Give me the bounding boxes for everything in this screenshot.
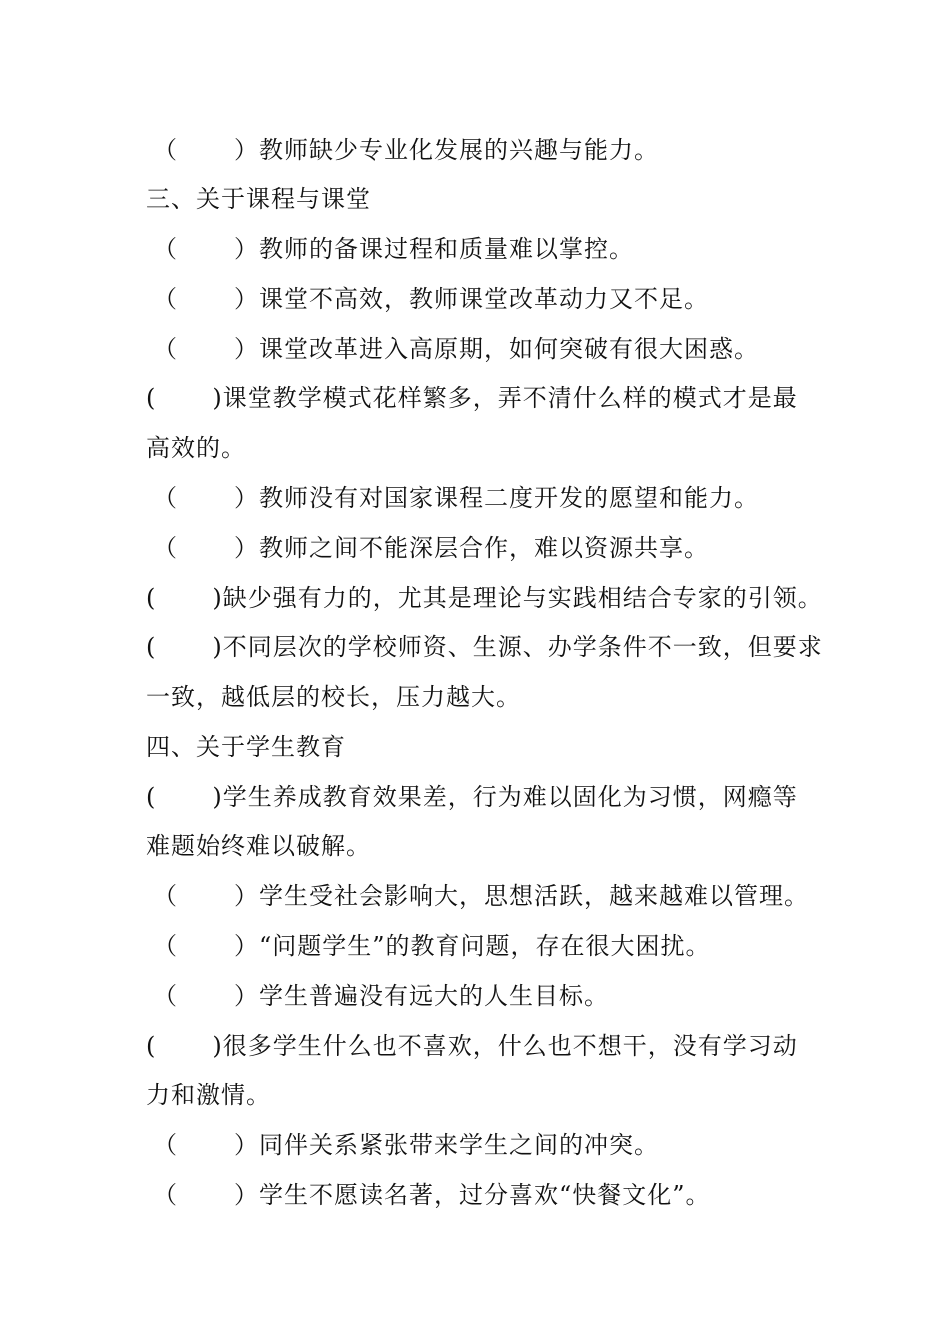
survey-item [153, 483, 833, 513]
survey-item [146, 1031, 826, 1061]
answer-blank-open: （ [153, 932, 178, 960]
item-text: 教师之间不能深层合作，难以资源共享。 [259, 534, 709, 562]
answer-blank-close: ) [212, 1032, 223, 1060]
answer-blank-close: ） [234, 285, 259, 313]
answer-blank-open: （ [153, 136, 178, 164]
answer-blank-close: ） [234, 534, 259, 562]
survey-item [153, 334, 833, 364]
answer-blank-open: （ [153, 982, 178, 1010]
answer-blank-close: ） [234, 235, 259, 263]
answer-blank-open: （ [153, 285, 178, 313]
item-text: 课堂教学模式花样繁多，弄不清什么样的模式才是最 [222, 384, 798, 412]
item-text: 不同层次的学校师资、生源、办学条件不一致，但要求 [222, 633, 823, 661]
survey-item [153, 881, 833, 911]
item-text: 课堂不高效，教师课堂改革动力又不足。 [259, 285, 709, 313]
survey-item [153, 1130, 833, 1160]
survey-item [153, 931, 833, 961]
item-text: 教师没有对国家课程二度开发的愿望和能力。 [259, 484, 759, 512]
answer-blank-open: ( [146, 1032, 157, 1060]
answer-blank-open: ( [146, 384, 157, 412]
item-text: 缺少强有力的，尤其是理论与实践相结合专家的引领。 [222, 584, 823, 612]
answer-blank-open: （ [153, 882, 178, 910]
section-heading: 四、关于学生教育 [146, 733, 346, 761]
survey-item [146, 383, 826, 413]
answer-blank-close: ） [234, 882, 259, 910]
section-heading: 三、关于课程与课堂 [146, 185, 371, 213]
item-text-continuation: 力和激情。 [146, 1081, 271, 1109]
item-text: “问题学生”的教育问题，存在很大困扰。 [259, 932, 711, 960]
survey-item [146, 782, 826, 812]
item-text: 学生普遍没有远大的人生目标。 [259, 982, 609, 1010]
item-text: 同伴关系紧张带来学生之间的冲突。 [259, 1131, 659, 1159]
survey-item [153, 1180, 833, 1210]
answer-blank-open: （ [153, 534, 178, 562]
answer-blank-close: ) [212, 384, 223, 412]
answer-blank-close: ） [234, 484, 259, 512]
answer-blank-open: ( [146, 633, 157, 661]
answer-blank-open: （ [153, 235, 178, 263]
survey-item [153, 284, 833, 314]
answer-blank-open: （ [153, 484, 178, 512]
answer-blank-open: （ [153, 335, 178, 363]
answer-blank-close: ） [234, 335, 259, 363]
answer-blank-close: ） [234, 1131, 259, 1159]
item-text: 很多学生什么也不喜欢，什么也不想干，没有学习动 [222, 1032, 798, 1060]
survey-item [146, 632, 826, 662]
survey-item [153, 135, 833, 165]
answer-blank-open: ( [146, 584, 157, 612]
answer-blank-open: （ [153, 1131, 178, 1159]
survey-item [153, 533, 833, 563]
answer-blank-open: ( [146, 783, 157, 811]
answer-blank-close: ） [234, 1181, 259, 1209]
answer-blank-close: ) [212, 783, 223, 811]
answer-blank-close: ） [234, 932, 259, 960]
answer-blank-close: ） [234, 982, 259, 1010]
survey-item [146, 583, 826, 613]
item-text-continuation: 高效的。 [146, 434, 246, 462]
answer-blank-open: （ [153, 1181, 178, 1209]
answer-blank-close: ） [234, 136, 259, 164]
answer-blank-close: ) [212, 633, 223, 661]
item-text: 教师缺少专业化发展的兴趣与能力。 [259, 136, 659, 164]
item-text: 课堂改革进入高原期，如何突破有很大困惑。 [259, 335, 759, 363]
answer-blank-close: ) [212, 584, 223, 612]
survey-item [153, 234, 833, 264]
item-text: 学生不愿读名著，过分喜欢“快餐文化”。 [259, 1181, 711, 1209]
item-text: 教师的备课过程和质量难以掌控。 [259, 235, 634, 263]
survey-item [153, 981, 833, 1011]
item-text-continuation: 难题始终难以破解。 [146, 832, 371, 860]
item-text-continuation: 一致，越低层的校长，压力越大。 [146, 683, 521, 711]
item-text: 学生受社会影响大，思想活跃，越来越难以管理。 [259, 882, 809, 910]
item-text: 学生养成教育效果差，行为难以固化为习惯，网瘾等 [222, 783, 798, 811]
